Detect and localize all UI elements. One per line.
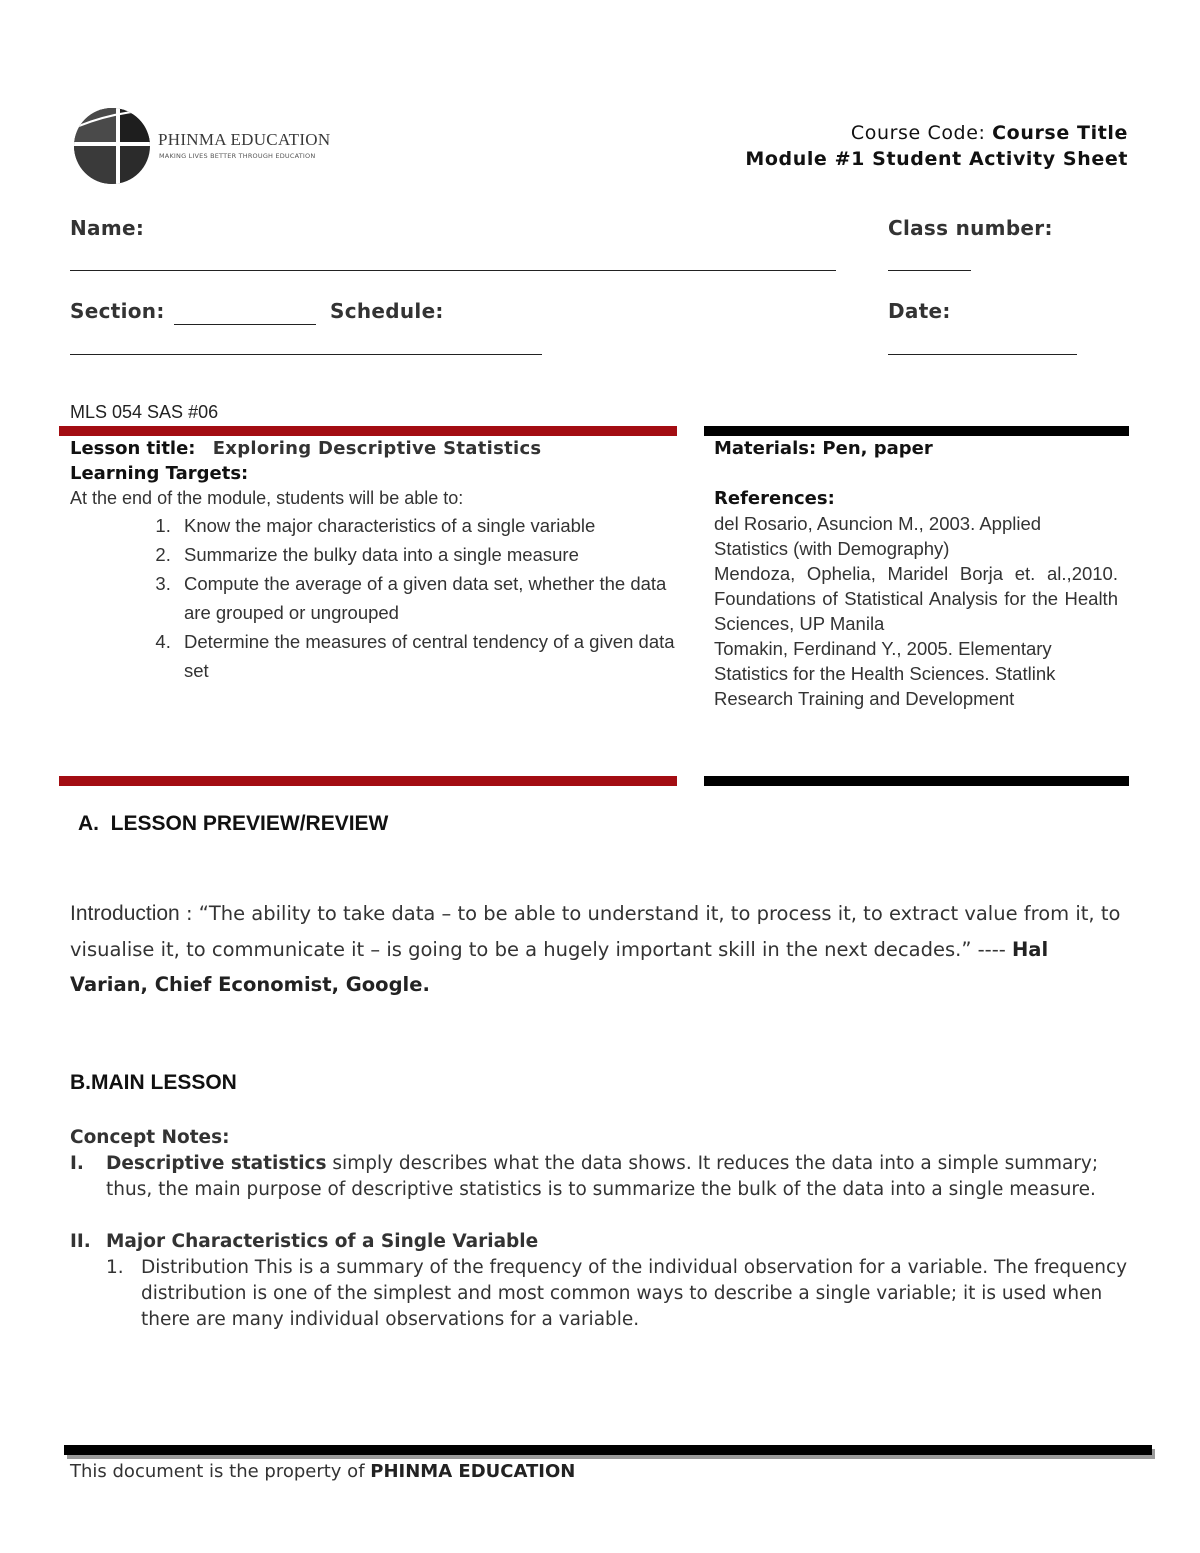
schedule-line[interactable]: [70, 354, 542, 355]
learning-target: 2. Summarize the bulky data into a single measure: [176, 540, 676, 569]
phinma-logo: [72, 106, 332, 186]
introduction-label: Introduction: [70, 902, 180, 925]
learning-targets-list: [70, 511, 676, 685]
class-number-label: Class number:: [888, 216, 1053, 240]
concept-subitem-number: 1.: [106, 1257, 124, 1278]
section-label: Section:: [70, 299, 165, 323]
section-line[interactable]: [174, 324, 316, 325]
name-line[interactable]: [70, 270, 836, 271]
introduction-quote: : “The ability to take data – to be able to understand it, to process it, to extract value from it, to visualise it, to communicate it – is going to be a hugely important skill in the next decades.” ----: [70, 902, 1121, 961]
concept-notes: [70, 1125, 1130, 1333]
concept-item-number: I.: [70, 1153, 84, 1174]
concept-item-term: Descriptive statistics: [106, 1153, 327, 1174]
materials-label: Materials: Pen, paper: [714, 438, 933, 459]
right-top-bar: [704, 426, 1129, 436]
lesson-title-label: Lesson title:: [70, 438, 196, 459]
lesson-panel: [70, 436, 676, 685]
concept-subitem: [106, 1255, 1130, 1333]
right-bottom-bar: [704, 776, 1129, 786]
sas-code: MLS 054 SAS #06: [70, 402, 219, 422]
concept-notes-label: Concept Notes:: [70, 1127, 230, 1148]
footer-text: [70, 1461, 575, 1482]
concept-item-term: Major Characteristics of a Single Variable: [106, 1231, 539, 1252]
logo-tagline: MAKING LIVES BETTER THROUGH EDUCATION: [159, 152, 316, 160]
course-header: [745, 120, 1128, 172]
quote-attribution: Hal Varian, Chief Economist, Google.: [70, 937, 1049, 996]
date-label: Date:: [888, 299, 951, 323]
introduction-paragraph: [70, 896, 1130, 1003]
section-b-heading: B.MAIN LESSON: [70, 1071, 237, 1094]
reference-item: Tomakin, Ferdinand Y., 2005. Elementary Statistics for the Health Sciences. Statlink Research Training and Development: [714, 638, 1056, 709]
course-title: Course Title: [992, 122, 1128, 144]
section-a-title: LESSON PREVIEW/REVIEW: [110, 812, 389, 835]
name-label: Name:: [70, 216, 145, 240]
footer-bar: [64, 1445, 1152, 1455]
reference-item: Mendoza, Ophelia, Maridel Borja et. al.,2010. Foundations of Statistical Analysis for the Health Sciences, UP Manila: [714, 563, 1118, 634]
module-title: Module #1 Student Activity Sheet: [745, 148, 1128, 170]
footer-owner: PHINMA EDUCATION: [370, 1461, 576, 1482]
learning-target: 1. Know the major characteristics of a single variable: [176, 511, 676, 540]
date-line[interactable]: [888, 354, 1077, 355]
concept-item: [70, 1151, 1130, 1203]
schedule-label: Schedule:: [330, 299, 444, 323]
lesson-title: Exploring Descriptive Statistics: [212, 438, 542, 459]
reference-item: del Rosario, Asuncion M., 2003. Applied Statistics (with Demography): [714, 513, 1042, 559]
concept-item-number: II.: [70, 1231, 91, 1252]
concept-subitem-text: Distribution This is a summary of the frequency of the individual observation for a variable. The frequency distribution is one of the simplest and most common ways to describe a single variable; it is used when there are many individual observations for a variable.: [141, 1257, 1128, 1330]
targets-intro: At the end of the module, students will be able to:: [70, 488, 464, 508]
references-label: References:: [714, 488, 835, 509]
logo-name: PHINMA EDUCATION: [158, 130, 331, 149]
logo-globe-icon: [72, 106, 152, 186]
concept-item: [70, 1229, 1130, 1255]
concept-item-text: simply describes what the data shows. It reduces the data into a simple summary; thus, the main purpose of descriptive statistics is to summarize the bulk of the data into a single measure.: [106, 1153, 1099, 1200]
footer-prefix: This document is the property of: [70, 1461, 371, 1482]
left-top-bar: [59, 426, 677, 436]
class-number-line[interactable]: [888, 270, 971, 271]
materials-panel: [714, 436, 1118, 711]
learning-target: 3. Compute the average of a given data set, whether the data are grouped or ungrouped: [176, 569, 676, 627]
section-a-letter: A.: [78, 812, 99, 835]
course-code-label: Course Code:: [850, 122, 986, 144]
left-bottom-bar: [59, 776, 677, 786]
section-a-heading: [78, 812, 388, 836]
learning-targets-label: Learning Targets:: [70, 463, 249, 484]
learning-target: 4. Determine the measures of central tendency of a given data set: [176, 627, 676, 685]
